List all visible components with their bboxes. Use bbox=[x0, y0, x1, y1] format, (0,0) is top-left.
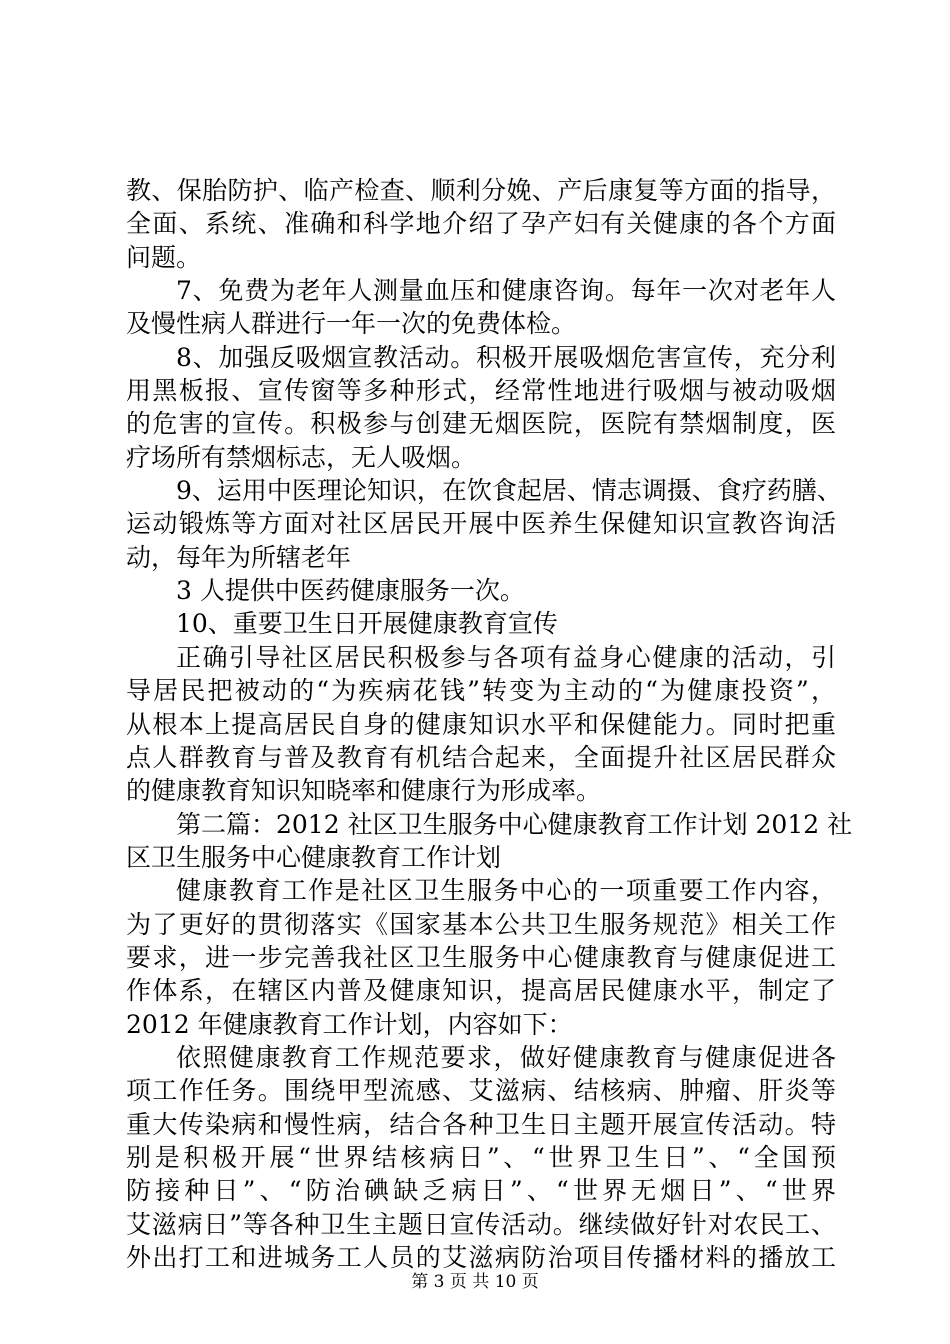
text-line: 问题。 bbox=[126, 242, 202, 272]
text-line: 及慢性病人群进行一年一次的免费体检。 bbox=[126, 309, 577, 339]
text-line: 重大传染病和慢性病，结合各种卫生日主题开展宣传活动。特 bbox=[126, 1109, 836, 1139]
text-line: 2012 年健康教育工作计划，内容如下： bbox=[126, 1009, 573, 1039]
paragraph-start-line: 依照健康教育工作规范要求，做好健康教育与健康促进各 bbox=[176, 1042, 836, 1072]
text-line: 艾滋病日”等各种卫生主题日宣传活动。继续做好针对农民工、 bbox=[126, 1209, 836, 1239]
chapter-heading-line: 区卫生服务中心健康教育工作计划 bbox=[126, 842, 502, 872]
text-line: 运动锻炼等方面对社区居民开展中医养生保健知识宣教咨询活 bbox=[126, 509, 836, 539]
text-line: 外出打工和进城务工人员的艾滋病防治项目传播材料的播放工 bbox=[126, 1243, 836, 1272]
text-line: 项工作任务。围绕甲型流感、艾滋病、结核病、肿瘤、肝炎等 bbox=[126, 1076, 836, 1106]
paragraph-start-line: 正确引导社区居民积极参与各项有益身心健康的活动，引 bbox=[176, 642, 836, 672]
text-line: 导居民把被动的“为疾病花钱”转变为主动的“为健康投资”， bbox=[126, 676, 836, 706]
chapter-heading-line: 第二篇：2012 社区卫生服务中心健康教育工作计划 2012 社 bbox=[176, 809, 853, 839]
paragraph-start-line: 9、运用中医理论知识，在饮食起居、情志调摄、食疗药膳、 bbox=[176, 476, 842, 506]
text-line: 的危害的宣传。积极参与创建无烟医院，医院有禁烟制度，医 bbox=[126, 409, 836, 439]
paragraph-start-line: 3 人提供中医药健康服务一次。 bbox=[176, 576, 525, 606]
text-line: 从根本上提高居民自身的健康知识水平和保健能力。同时把重 bbox=[126, 709, 836, 739]
text-line: 用黑板报、宣传窗等多种形式，经常性地进行吸烟与被动吸烟 bbox=[126, 376, 836, 406]
text-line: 作体系，在辖区内普及健康知识，提高居民健康水平，制定了 bbox=[126, 976, 836, 1006]
document-body bbox=[126, 174, 853, 1274]
text-line: 全面、系统、准确和科学地介绍了孕产妇有关健康的各个方面 bbox=[126, 209, 836, 239]
text-line: 为了更好的贯彻落实《国家基本公共卫生服务规范》相关工作 bbox=[126, 909, 836, 939]
text-line: 疗场所有禁烟标志，无人吸烟。 bbox=[126, 442, 477, 472]
paragraph-start-line: 健康教育工作是社区卫生服务中心的一项重要工作内容， bbox=[176, 876, 836, 906]
page-number-footer: 第 3 页 共 10 页 bbox=[411, 1272, 539, 1292]
text-line: 要求，进一步完善我社区卫生服务中心健康教育与健康促进工 bbox=[126, 942, 836, 972]
paragraph-start-line: 7、免费为老年人测量血压和健康咨询。每年一次对老年人 bbox=[176, 276, 836, 306]
paragraph-start-line: 8、加强反吸烟宣教活动。积极开展吸烟危害宣传，充分利 bbox=[176, 342, 836, 372]
text-line: 的健康教育知识知晓率和健康行为形成率。 bbox=[126, 776, 602, 806]
text-line: 教、保胎防护、临产检查、顺利分娩、产后康复等方面的指导， bbox=[126, 176, 836, 205]
text-line: 点人群教育与普及教育有机结合起来，全面提升社区居民群众 bbox=[126, 742, 836, 772]
text-line: 别是积极开展“世界结核病日”、“世界卫生日”、“全国预 bbox=[126, 1142, 836, 1172]
section-heading: 10、重要卫生日开展健康教育宣传 bbox=[176, 609, 558, 639]
text-line: 动，每年为所辖老年 bbox=[126, 542, 352, 572]
text-line: 防接种日”、“防治碘缺乏病日”、“世界无烟日”、“世界 bbox=[126, 1176, 836, 1206]
